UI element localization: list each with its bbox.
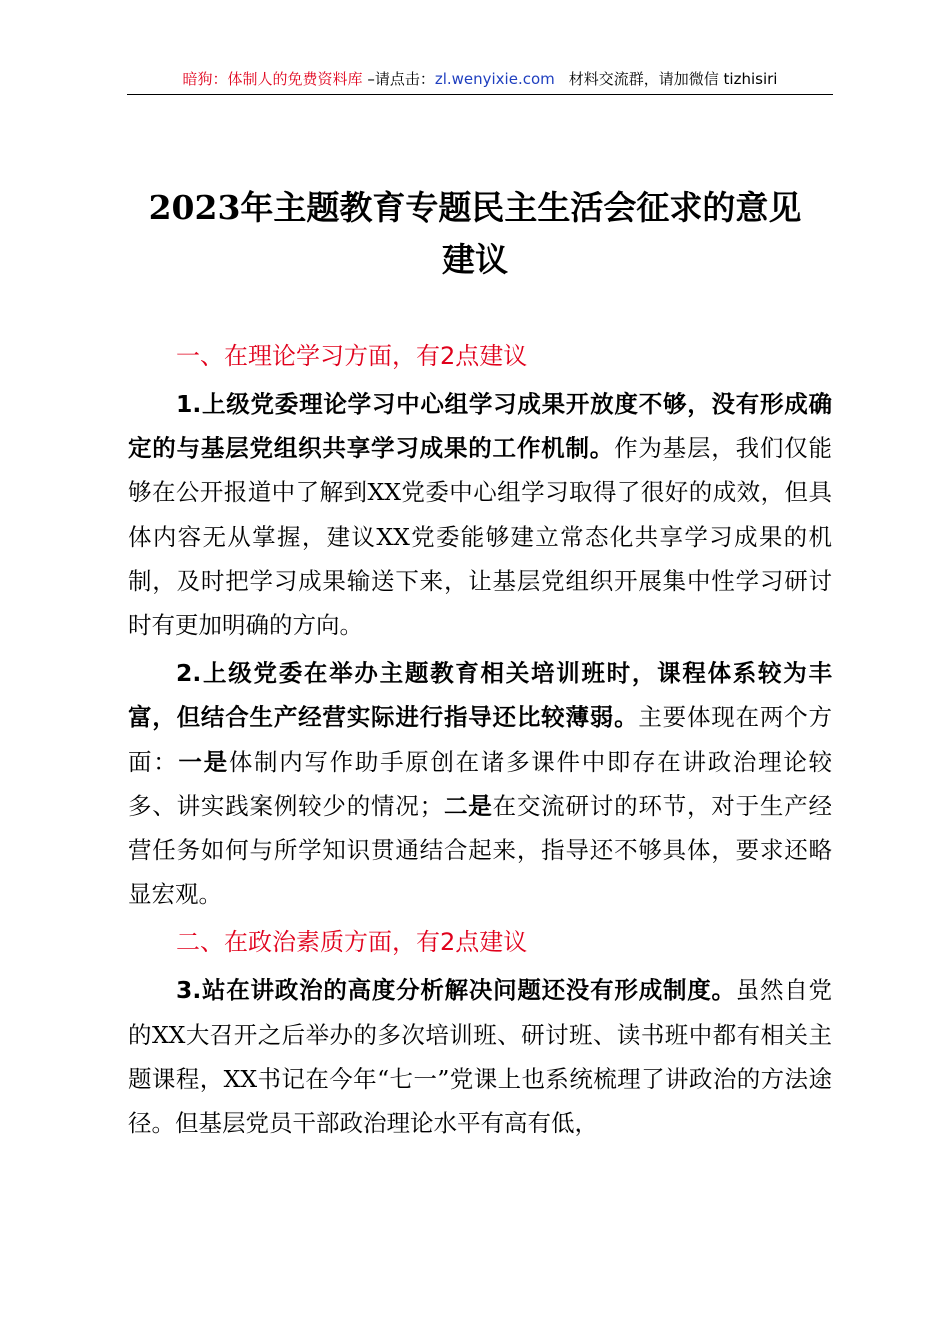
title-line-1: 2023年主题教育专题民主生活会征求的意见 (148, 188, 802, 227)
suggestion-2-bold-a: 一是 (178, 747, 229, 776)
suggestion-1-text: 作为基层，我们仅能够在公开报道中了解到XX党委中心组学习取得了很好的成效，但具体内容无从掌握，建议XX党委能够建立常态化共享学习成果的机制，及时把学习成果输送下来，让基层党组织开展集中性学习研讨时有更加明确的方向。 (128, 434, 833, 640)
suggestion-paragraph-3 (128, 968, 832, 1145)
title-line-2: 建议 (442, 240, 508, 279)
suggestion-paragraph-2 (128, 651, 832, 916)
header-brand: 暗狗：体制人的免费资料库 (182, 70, 363, 88)
suggestion-3-bold: 3.站在讲政治的高度分析解决问题还没有形成制度。 (176, 976, 736, 1005)
suggestion-2-bold-b: 二是 (443, 791, 493, 820)
suggestion-2-bold: 2.上级党委在举办主题教育相关培训班时，课程体系较为丰富，但结合生产经营实际进行指导还比较薄弱。 (128, 659, 832, 732)
suggestion-2-text-a: 主要体现在两个方面： (128, 703, 833, 776)
section-heading-politics: 二、在政治素质方面，有2点建议 (176, 928, 528, 957)
suggestion-2-text-b: 体制内写作助手原创在诸多课件中即存在讲政治理论较多、讲实践案例较少的情况； (128, 747, 833, 820)
section-heading-theory: 一、在理论学习方面，有2点建议 (176, 342, 528, 370)
header-url-link[interactable]: zl.wenyixie.com (434, 70, 555, 88)
suggestion-3-text: 虽然自党的XX大召开之后举办的多次培训班、研讨班、读书班中都有相关主题课程，XX书记在今年“七一”党课上也系统梳理了讲政治的方法途径。但基层党员干部政治理论水平有高有低， (128, 976, 833, 1138)
suggestion-2-text-c: 在交流研讨的环节，对于生产经营任务如何与所学知识贯通结合起来，指导还不够具体，要求还略显宏观。 (128, 791, 833, 909)
header-contact: 材料交流群，请加微信 tizhisiri (568, 70, 778, 88)
header-separator: –请点击： (362, 70, 435, 88)
document-header (127, 68, 833, 95)
suggestion-1-bold: 1.上级党委理论学习中心组学习成果开放度不够，没有形成确定的与基层党组织共享学习成果的工作机制。 (128, 390, 832, 463)
document-body (128, 334, 832, 1149)
document-title (100, 182, 850, 286)
suggestion-paragraph-1 (128, 382, 832, 647)
